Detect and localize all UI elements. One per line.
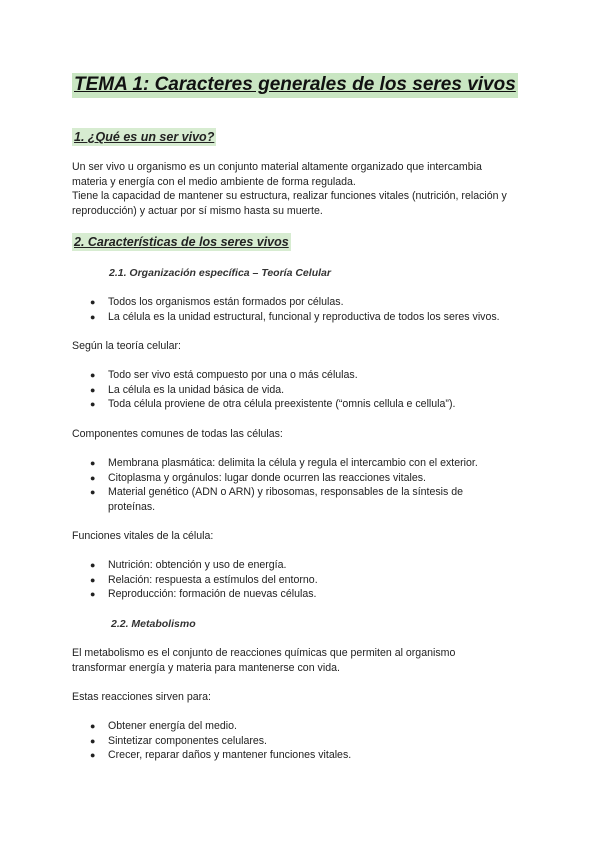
metabolismo-paragraph bbox=[72, 646, 542, 675]
paragraph-line: El metabolismo es el conjunto de reacciones químicas que permiten al organismo bbox=[72, 647, 456, 659]
list-item bbox=[90, 456, 520, 471]
list-item-text: ● La célula es la unidad básica de vida. bbox=[108, 383, 285, 396]
list-item-text: ● Nutrición: obtención y uso de energía. bbox=[108, 559, 287, 571]
list-item bbox=[90, 383, 520, 398]
reacciones-list bbox=[90, 719, 520, 763]
list-item-text: ● Sintetizar componentes celulares. bbox=[108, 734, 267, 747]
list-item bbox=[90, 310, 520, 325]
list-item-text: ● La célula es la unidad estructural, funcional y reproductiva de todos los seres vivos. bbox=[108, 310, 500, 323]
list-item-text: ● Reproducción: formación de nuevas células. bbox=[108, 588, 317, 601]
list-item-text: ● Crecer, reparar daños y mantener funciones vitales. bbox=[108, 749, 352, 762]
list-item-text: ● Membrana plasmática: delimita la célula y regula el intercambio con el exterior. bbox=[108, 457, 478, 469]
paragraph-line: Funciones vitales de la célula: bbox=[72, 530, 214, 542]
paragraph-line: Según la teoría celular: bbox=[72, 340, 181, 352]
list-item bbox=[90, 719, 520, 734]
list-item bbox=[90, 368, 520, 383]
paragraph-line: materia y energía con el medio ambiente de forma regulada. bbox=[72, 175, 356, 188]
reacciones-intro bbox=[72, 690, 542, 705]
funciones-intro bbox=[72, 529, 542, 544]
list-item-text: ● Citoplasma y orgánulos: lugar donde ocurren las reacciones vitales. bbox=[108, 471, 426, 484]
list-item-text: ● Obtener energía del medio. bbox=[108, 720, 237, 732]
list-item-text: proteínas. bbox=[108, 501, 156, 514]
subsection-2-1-heading: 2.1. Organización específica – Teoría Celular bbox=[109, 267, 331, 279]
list-item-text: ● Toda célula proviene de otra célula preexistente (“omnis cellula e cellula”). bbox=[108, 398, 456, 411]
cell-basics-list bbox=[90, 295, 520, 324]
paragraph-line: Un ser vivo u organismo es un conjunto material altamente organizado que intercambia bbox=[72, 161, 482, 173]
section-1-heading: 1. ¿Qué es un ser vivo? bbox=[74, 130, 215, 144]
teoria-intro bbox=[72, 339, 542, 354]
list-item bbox=[90, 734, 520, 749]
list-item bbox=[90, 573, 520, 588]
list-item bbox=[90, 295, 520, 310]
list-item-text: ● Relación: respuesta a estímulos del entorno. bbox=[108, 573, 318, 586]
section-2-heading: 2. Características de los seres vivos bbox=[74, 235, 289, 249]
list-item-text: ● Todos los organismos están formados por células. bbox=[108, 296, 344, 308]
list-item bbox=[90, 471, 520, 486]
componentes-intro bbox=[72, 427, 542, 442]
list-item-text: ● Material genético (ADN o ARN) y ribosomas, responsables de la síntesis de bbox=[108, 486, 464, 499]
funciones-list bbox=[90, 558, 520, 602]
componentes-list bbox=[90, 456, 520, 515]
list-item bbox=[90, 587, 520, 602]
list-item bbox=[90, 397, 520, 412]
list-item bbox=[90, 485, 520, 514]
paragraph-line: reproducción) y actuar por sí mismo hasta su muerte. bbox=[72, 205, 323, 218]
document-title: TEMA 1: Caracteres generales de los seres vivos bbox=[72, 73, 518, 98]
list-item-text: ● Todo ser vivo está compuesto por una o más células. bbox=[108, 369, 358, 381]
paragraph-line: transformar energía y materia para mantenerse con vida. bbox=[72, 661, 340, 674]
list-item bbox=[90, 558, 520, 573]
paragraph-line: Componentes comunes de todas las células: bbox=[72, 428, 283, 440]
teoria-celular-list bbox=[90, 368, 520, 412]
paragraph-line: Tiene la capacidad de mantener su estructura, realizar funciones vitales (nutrición, relación y bbox=[72, 190, 507, 203]
section-1-paragraph bbox=[72, 160, 542, 219]
paragraph-line: Estas reacciones sirven para: bbox=[72, 691, 211, 703]
subsection-2-2-heading: 2.2. Metabolismo bbox=[111, 618, 196, 630]
list-item bbox=[90, 748, 520, 763]
